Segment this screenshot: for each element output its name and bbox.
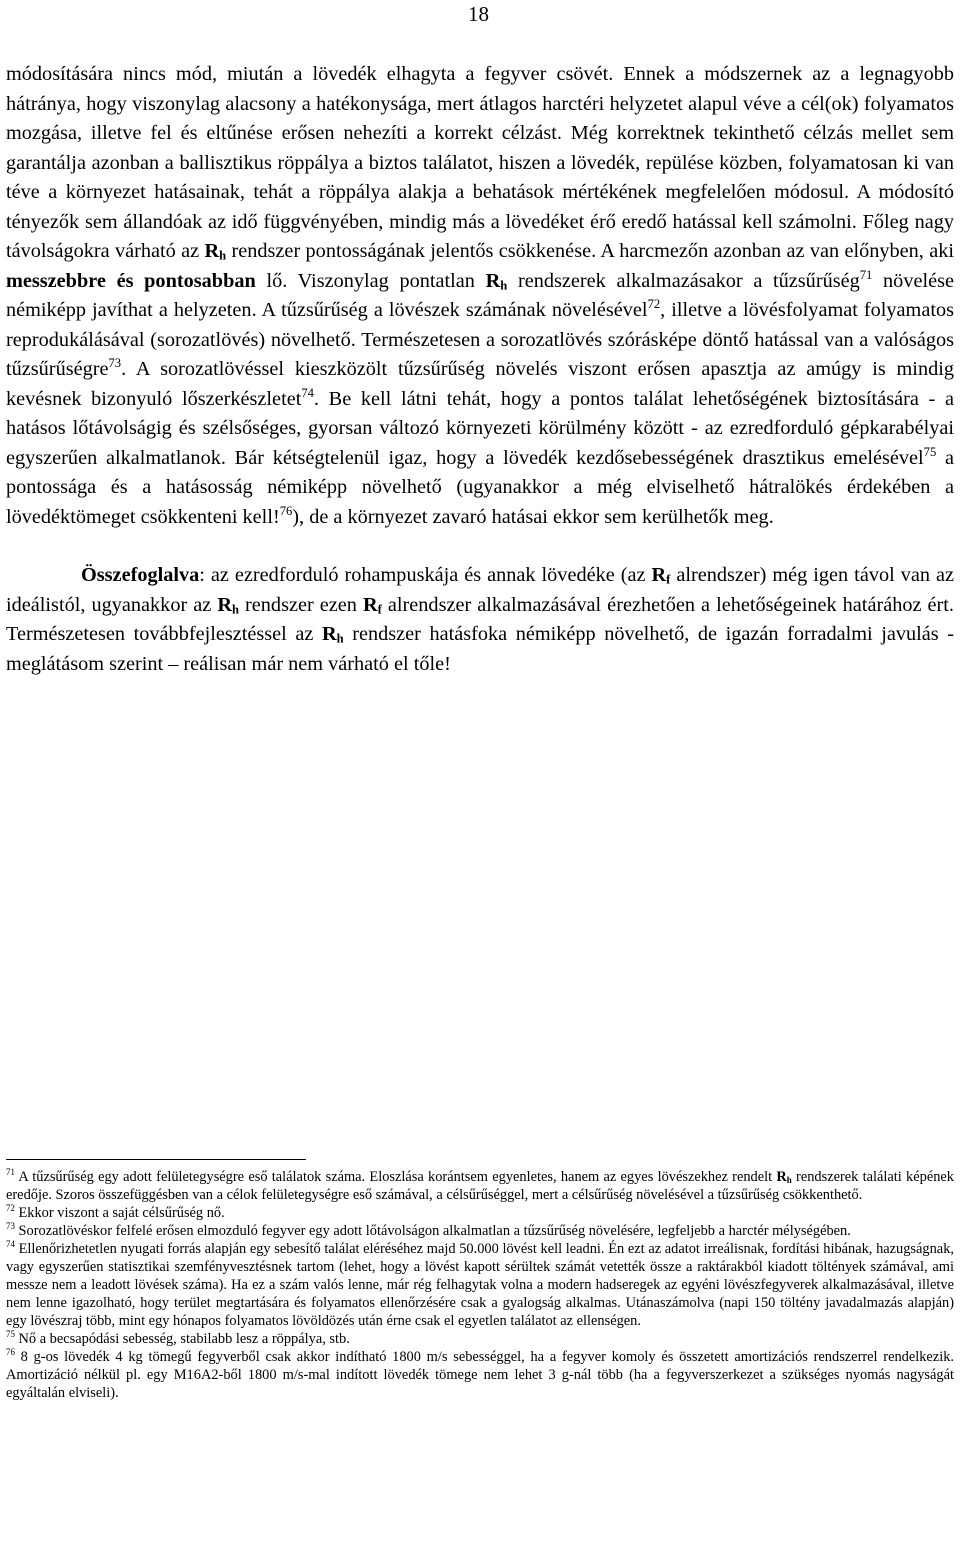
summary-heading: Összefoglalva <box>81 564 200 586</box>
footnote-text: rendszerek találati képének eredője. Szoros összefüggésben van a célok felületegységre eső számával, a célsűrűséggel, mert a célsűrűség növelésével a tűzsűrűség csökkenthető. <box>6 1169 954 1203</box>
symbol-r-f <box>651 564 670 586</box>
symbol-letter: R <box>321 623 337 645</box>
footnote-ref-73[interactable]: 73 <box>108 355 122 370</box>
symbol-r-h <box>486 270 508 292</box>
symbol-subscript: h <box>500 278 508 293</box>
symbol-subscript: f <box>377 602 382 617</box>
footnotes <box>6 1168 954 1402</box>
emphasis-bold: messzebbre és pontosabban <box>6 269 256 292</box>
footnote-text: Sorozatlövéskor felfelé erősen elmozduló fegyver egy adott lőtávolságon alkalmatlan a tűzsűrűség növelésére, legfeljebb a harctér mélységében. <box>14 1223 851 1239</box>
footnote-ref-76[interactable]: 76 <box>279 503 293 518</box>
text-run: lő. Viszonylag pontatlan <box>255 269 486 292</box>
footnote-71 <box>6 1168 954 1204</box>
footnote-text: Nő a becsapódási sebesség, stabilabb lesz a röppálya, stb. <box>14 1331 350 1347</box>
symbol-r-h <box>205 240 227 262</box>
symbol-letter: R <box>204 240 220 262</box>
footnote-72 <box>6 1204 954 1222</box>
footnote-ref-74[interactable]: 74 <box>301 385 314 400</box>
symbol-r-f <box>363 594 382 616</box>
symbol-letter: R <box>217 593 232 616</box>
text-run: módosítására nincs mód, miután a lövedék elhagyta a fegyver csövét. Ennek a módszernek az a legnagyobb hátránya, hogy viszonylag alacsony a hatékonysága, mert átlagos harctéri helyzetet alapul véve a cél(ok) folyamatos mozgása, illetve fel és eltűnése erősen nehezíti a korrekt célzást. Még korrektnek tekinthető célzás mellet sem garantálja azonban a ballisztikus röppálya a biztos találatot, hiszen a lövedék, repülése közben, folyamatosan ki van téve a környezet hatásainak, tehát a röppálya alakja a behatások mértékének megfelelően módosul. A módosító tényezők sem állandóak az idő függvényében, mindig más a lövedéket érő eredő hatással kell számolni. Főleg nagy távolságokra várható az <box>6 63 954 262</box>
text-run: , illetve a lövésfolyamat folyamatos reprodukálásával (sorozatlövés) növelhető. Természetesen a sorozatlövés szórásképe döntő hatással van a valóságos tűzsűrűségre <box>6 299 954 380</box>
symbol-r-h <box>217 594 239 616</box>
footnote-ref-72[interactable]: 72 <box>647 296 661 311</box>
footnote-76 <box>6 1348 954 1402</box>
footnote-number: 71 <box>6 1167 15 1178</box>
footnote-73 <box>6 1222 954 1240</box>
symbol-letter: R <box>651 564 667 586</box>
text-run: rendszerek alkalmazásakor a tűzsűrűség <box>507 269 860 292</box>
main-text <box>6 60 954 679</box>
text-run: a pontossága és a hatásosság némiképp növelhető (ugyanakkor a még elviselhető hátralökés érdekében a lövedéktömeget csökkenteni kell! <box>6 446 954 528</box>
footnote-text: A tűzsűrűség egy adott felületegységre eső találatok száma. Eloszlása korántsem egyenletes, hanem az egyes lövészekhez rendelt <box>14 1169 777 1185</box>
footnote-number: 74 <box>6 1239 15 1250</box>
text-run: alrendszer alkalmazásával érezhetően a lehetőségeinek határához ért. Természetesen továbbfejlesztéssel az <box>6 593 954 645</box>
text-run: ), de a környezet zavaró hatásai ekkor sem kerülhetők meg. <box>292 505 774 528</box>
symbol-subscript: h <box>231 602 239 617</box>
text-run: növelése némiképp javíthat a helyzeten. A tűzsűrűség a lövészek számának növelésével <box>6 269 954 321</box>
footnote-75 <box>6 1330 954 1348</box>
footnote-number: 76 <box>6 1347 15 1358</box>
text-run: alrendszer) még igen távol van az ideálistól, ugyanakkor az <box>6 564 954 616</box>
symbol-letter: R <box>485 269 501 292</box>
paragraph-summary <box>6 561 954 679</box>
symbol-subscript: h <box>219 248 227 263</box>
footnote-ref-71[interactable]: 71 <box>859 267 873 282</box>
footnote-number: 72 <box>6 1203 15 1214</box>
page-number: 18 <box>468 2 489 26</box>
symbol-r-h <box>322 623 344 645</box>
symbol-r-h <box>776 1169 791 1185</box>
footnote-number: 73 <box>6 1221 15 1232</box>
text-run: rendszer ezen <box>238 593 363 616</box>
text-run: : az ezredforduló rohampuskája és annak lövedéke (az <box>199 564 652 586</box>
text-run: rendszer hatásfoka némiképp növelhető, de igazán forradalmi javulás - meglátásom szerint – reálisan már nem várható el tőle! <box>6 623 954 675</box>
text-run: . A sorozatlövéssel kieszközölt tűzsűrűség növelés viszont erősen apasztja az amúgy is mindig kevésnek bizonyuló lőszerkészletet <box>6 358 954 410</box>
text-run: rendszer pontosságának jelentős csökkenése. A harcmezőn azonban az van előnyben, aki <box>226 240 954 262</box>
symbol-subscript: h <box>786 1174 792 1185</box>
text-run: . Be kell látni tehát, hogy a pontos találat lehetőségének biztosítására - a hatásos lőtávolságig és szélsőséges, gyorsan változó környezeti körülmény között - az ezredforduló gépkarabélyai egyszerűen alkalmatlanok. Bár kétségtelenül igaz, hogy a lövedék kezdősebességének drasztikus emelésével <box>6 387 954 469</box>
symbol-letter: R <box>776 1169 787 1185</box>
paragraph-1 <box>6 60 954 532</box>
footnote-text: Ekkor viszont a saját célsűrűség nő. <box>14 1205 225 1221</box>
footnote-ref-75[interactable]: 75 <box>923 444 937 459</box>
symbol-subscript: f <box>666 572 671 587</box>
symbol-letter: R <box>362 593 378 616</box>
footnote-text: 8 g-os lövedék 4 kg tömegű fegyverből csak akkor indítható 1800 m/s sebességgel, ha a fegyver komoly és összetett amortizációs rendszerrel rendelkezik. Amortizáció nélkül pl. egy M16A2-ből 1800 m/s-mal indított lövedék tömege nem lehet 3 g-nál több (ha a fegyverszerkezet a szükséges nyomás nagyságát egyáltalán elviseli). <box>6 1349 954 1401</box>
footnote-number: 75 <box>6 1329 15 1340</box>
footnote-separator <box>6 1159 306 1160</box>
footnote-text: Ellenőrizhetetlen nyugati forrás alapján egy sebesítő találat eléréséhez majd 50.000 lövést kell leadni. Én ezt az adatot irreálisnak, fordítási hibának, hazugságnak, vagy egyszerűen statisztikai szemfényvesztésnek tartom (lehet, hogy a lövést kapott sérültek számát vetették össze a raktárakból kiadott töltények számával, ami messze nem a leadott lövések száma). Ha ez a szám valós lenne, már rég felhagytak volna a modern hadseregek az egyéni lövészfegyverek alkalmazásával, illetve nem lenne igazolható, hogy terület megtartására és folyamatos ellenőrzésére csak a gyalogság alkalmas. Utánaszámolva (napi 150 töltény javadalmazás alapján) egy lövészraj több, mint egy hónapos folyamatos lövöldözés után érne csak el egyetlen találatot az ellenségen. <box>6 1241 954 1329</box>
footnote-74 <box>6 1240 954 1330</box>
symbol-subscript: h <box>336 631 344 646</box>
